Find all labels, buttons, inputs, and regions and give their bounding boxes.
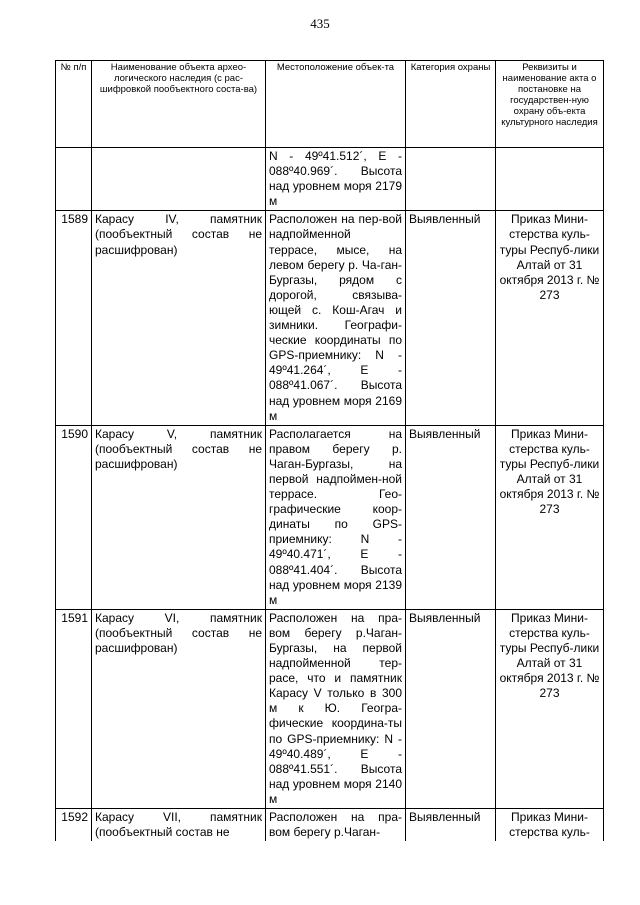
header-name: Наименование объекта архео-логического наследия (с рас-шифровкой пообъектного соста-ва) — [92, 61, 266, 148]
cell-requisites: Приказ Мини-стерства куль-туры Респуб-лики Алтай от 31 октября 2013 г. № 273 — [496, 609, 604, 808]
cell-location: Расположен на пра-вом берегу р.Чаган- — [266, 809, 406, 842]
heritage-register-table — [55, 60, 604, 841]
cell-requisites — [496, 148, 604, 211]
cell-location: Расположен на пер-вой надпойменной террасе, мысе, на левом берегу р. Ча-ган-Бургазы, рядом с дорогой, связыва-ющей с. Кош-Агач и зимники. Географи-ческие координаты по GPS-приемнику: N - 49º41.264´, E - 088º41.067´. Высота над уровнем моря 2169 м — [266, 211, 406, 425]
cell-location: Расположен на пра-вом берегу р.Чаган-Бургазы, на первой надпойменной тер-расе, что и памятник Карасу V только в 300 м к Ю. Геогра-фические координа-ты по GPS-приемнику: N - 49º40.489´, E - 088º41.551´. Высота над уровнем моря 2140 м — [266, 609, 406, 808]
cell-requisites: Приказ Мини-стерства куль-туры Респуб-лики Алтай от 31 октября 2013 г. № 273 — [496, 425, 604, 609]
cell-requisites: Приказ Мини-стерства куль-туры Респуб-лики Алтай от 31 октября 2013 г. № 273 — [496, 211, 604, 425]
cell-category: Выявленный — [406, 809, 496, 842]
cell-requisites: Приказ Мини-стерства куль- — [496, 809, 604, 842]
page-number: 435 — [310, 16, 330, 31]
cell-location: Располагается на правом берегу р. Чаган-Бургазы, на первой надпоймен-ной террасе. Гео-графические коор-динаты по GPS-приемнику: N - 49º40.471´, E - 088º41.404´. Высота над уровнем моря 2139 м — [266, 425, 406, 609]
header-num: № п/п — [56, 61, 92, 148]
header-requisites: Реквизиты и наименование акта о постановке на государствен-ную охрану объ-екта культурного наследия — [496, 61, 604, 148]
table-header-row — [56, 61, 604, 148]
header-location: Местоположение объек-та — [266, 61, 406, 148]
cell-name — [92, 148, 266, 211]
table-row — [56, 211, 604, 425]
header-category: Категория охраны — [406, 61, 496, 148]
cell-category — [406, 148, 496, 211]
table-row — [56, 809, 604, 842]
cell-location: N - 49º41.512´, E - 088º40.969´. Высота над уровнем моря 2179 м — [266, 148, 406, 211]
table-row-continuation — [56, 148, 604, 211]
cell-num: 1591 — [56, 609, 92, 808]
cell-num — [56, 148, 92, 211]
cell-name: Карасу IV, памятник (пообъектный состав не расшифрован) — [92, 211, 266, 425]
table-row — [56, 425, 604, 609]
cell-num: 1590 — [56, 425, 92, 609]
cell-name: Карасу VI, памятник (пообъектный состав не расшифрован) — [92, 609, 266, 808]
cell-name: Карасу VII, памятник (пообъектный состав не — [92, 809, 266, 842]
table-row — [56, 609, 604, 808]
cell-category: Выявленный — [406, 609, 496, 808]
cell-category: Выявленный — [406, 211, 496, 425]
cell-num: 1592 — [56, 809, 92, 842]
cell-num: 1589 — [56, 211, 92, 425]
cell-name: Карасу V, памятник (пообъектный состав не расшифрован) — [92, 425, 266, 609]
cell-category: Выявленный — [406, 425, 496, 609]
